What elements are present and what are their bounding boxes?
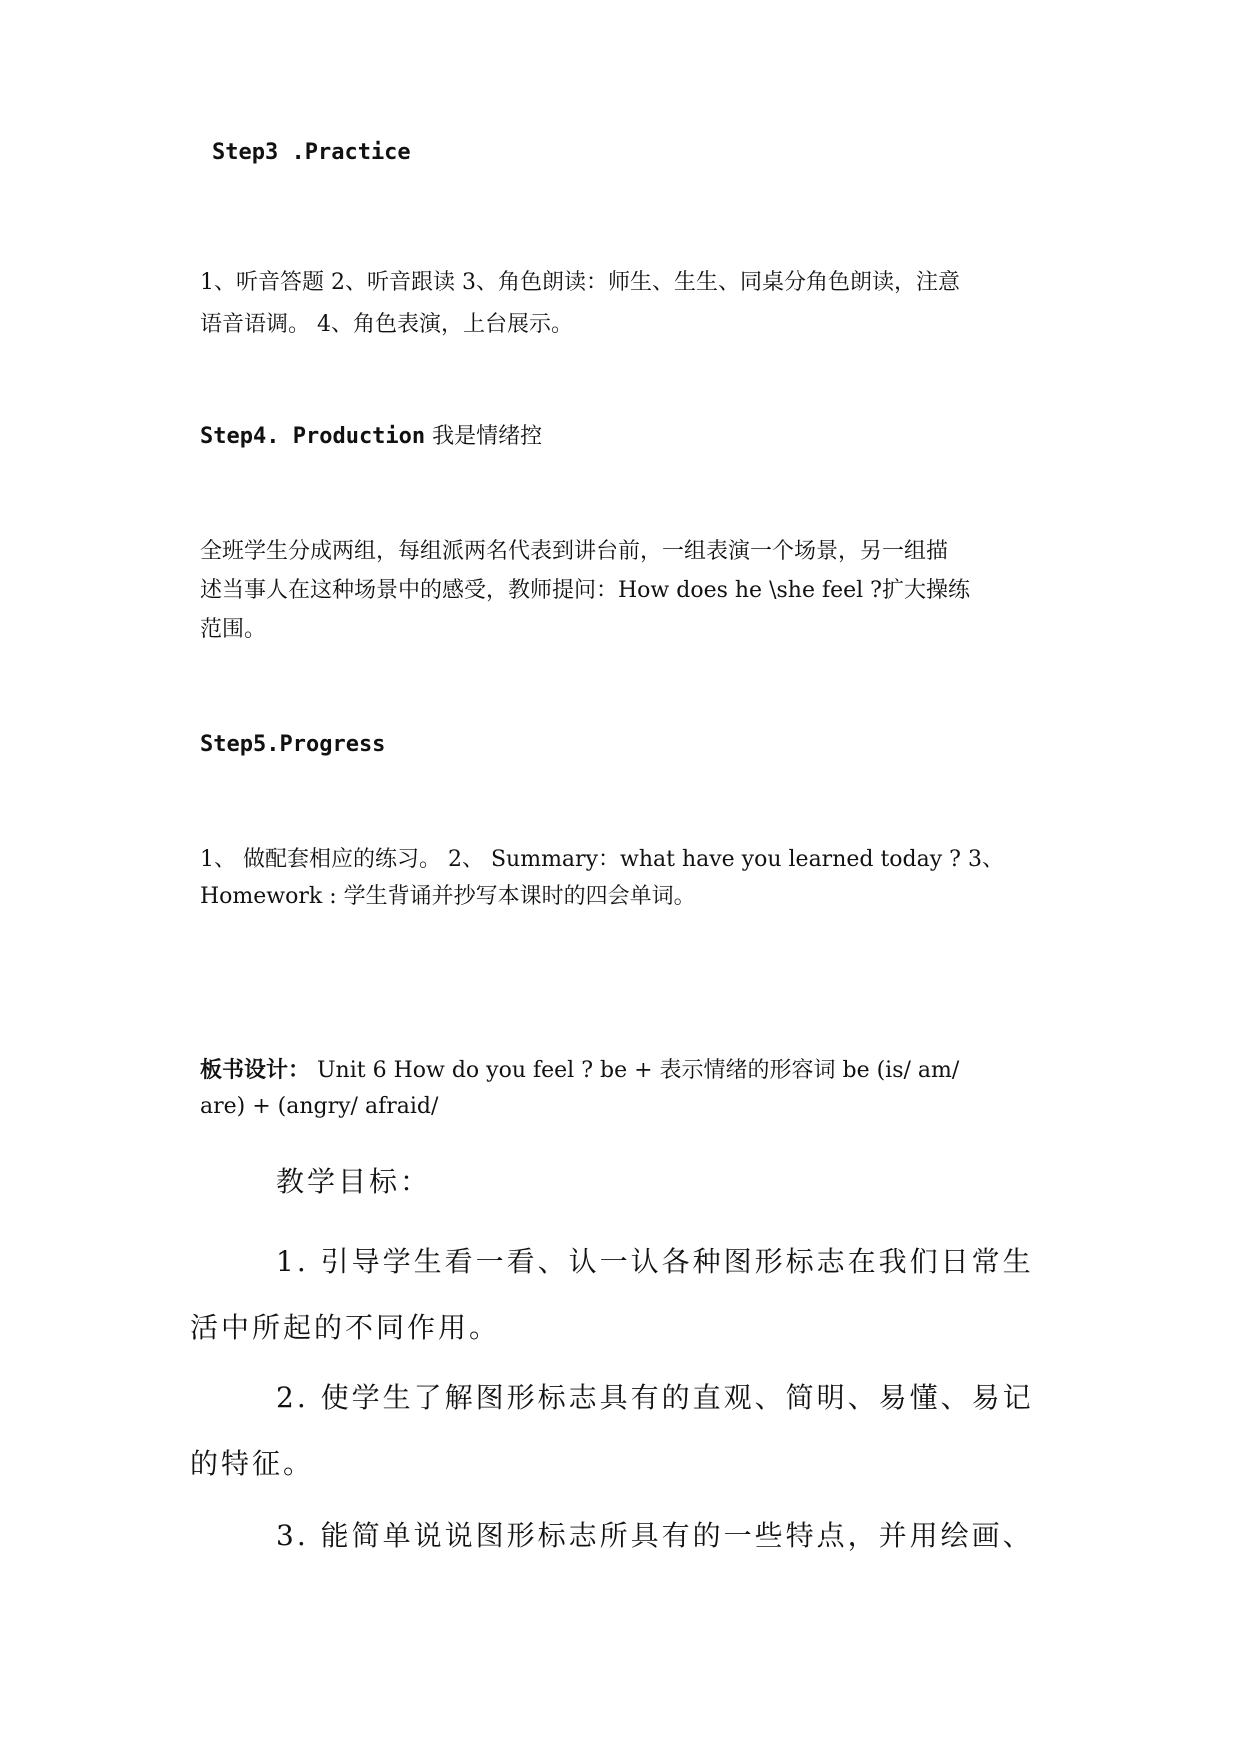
step5-heading: Step5.Progress [200,732,386,757]
step4-line-1: 全班学生分成两组，每组派两名代表到讲台前，一组表演一个场景，另一组描 [200,539,949,564]
board-design-line-1 [200,1053,959,1088]
step4-heading-en: Step4. Production [200,424,426,449]
step4-line-3: 范围。 [200,617,267,642]
step4-heading-cn: 我是情绪控 [425,424,543,449]
board-design-line-2: are) + (angry/ afraid/ [200,1094,439,1119]
objective-2-line-2: 的特征。 [190,1447,315,1480]
step4-line-2: 述当事人在这种场景中的感受，教师提问：How does he \she feel ?扩大操练 [200,578,970,603]
step4-heading [200,420,542,454]
objective-3-line-1: 3. 能简单说说图形标志所具有的一些特点，并用绘画、 [276,1519,1034,1552]
step3-line-1: 1、听音答题 2、听音跟读 3、角色朗读：师生、生生、同桌分角色朗读，注意 [200,270,960,295]
objective-2-line-1: 2. 使学生了解图形标志具有的直观、简明、易懂、易记 [276,1381,1034,1414]
step5-line-1: 1、 做配套相应的练习。 2、 Summary：what have you learned today ? 3、 [200,847,1004,872]
step3-heading: Step3 .Practice [212,140,411,165]
step3-line-2: 语音语调。 4、角色表演，上台展示。 [200,312,573,337]
step5-line-2: Homework : 学生背诵并抄写本课时的四会单词。 [200,884,696,909]
board-design-label: 板书设计： [200,1057,311,1083]
objectives-title: 教学目标： [276,1165,432,1198]
objective-1-line-1: 1. 引导学生看一看、认一认各种图形标志在我们日常生 [276,1245,1034,1278]
objective-1-line-2: 活中所起的不同作用。 [190,1311,501,1344]
board-design-text: Unit 6 How do you feel ? be + 表示情绪的形容词 be (is/ am/ [310,1058,960,1083]
